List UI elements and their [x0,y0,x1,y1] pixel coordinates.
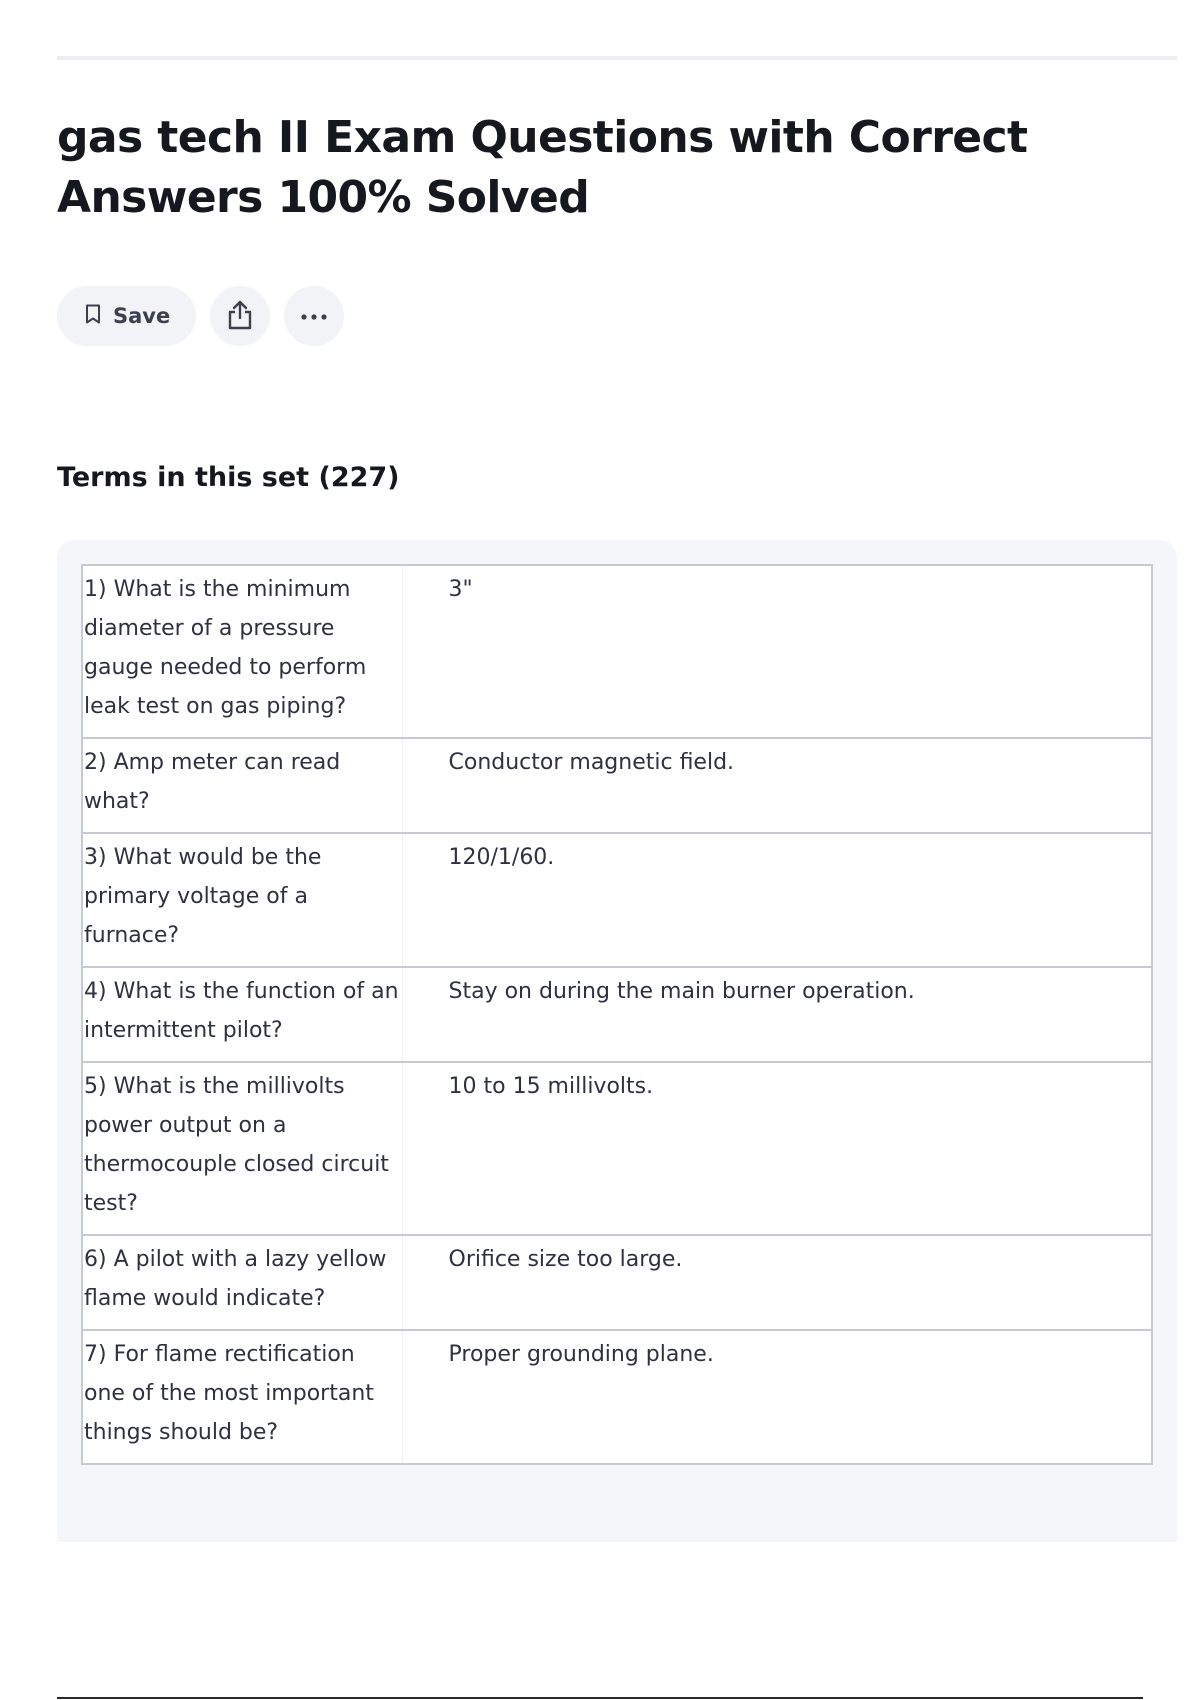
more-horizontal-icon [299,309,329,324]
terms-table [81,564,1153,1465]
share-icon [226,299,254,334]
page-title: gas tech II Exam Questions with Correct Answers 100% Solved [57,112,1028,223]
definition-text: 3" [448,577,473,602]
term-text: 1) What is the minimum diameter of a pressure gauge needed to perform leak test on gas piping? [82,565,402,738]
table-row [82,1330,1152,1464]
term-text: 4) What is the function of an intermittent pilot? [82,967,402,1062]
action-bar [57,286,344,346]
term-text: 2) Amp meter can read what? [82,738,402,833]
save-label: Save [113,304,171,328]
term-text: 7) For flame rectification one of the most important things should be? [82,1330,402,1464]
save-button[interactable] [57,286,196,346]
more-options-button[interactable] [284,286,344,346]
definition-text: Orifice size too large. [448,1247,683,1272]
table-row [82,565,1152,738]
share-button[interactable] [210,286,270,346]
table-row [82,833,1152,967]
table-row [82,738,1152,833]
term-text: 6) A pilot with a lazy yellow flame would indicate? [82,1235,402,1330]
term-text: 5) What is the millivolts power output on a thermocouple closed circuit test? [82,1062,402,1235]
definition-text: Stay on during the main burner operation. [448,979,915,1004]
term-text: 3) What would be the primary voltage of a furnace? [82,833,402,967]
definition-text: 120/1/60. [448,845,555,870]
bottom-divider [57,1697,1143,1699]
definition-text: Conductor magnetic field. [448,750,735,775]
definition-text: Proper grounding plane. [448,1342,714,1367]
table-row [82,967,1152,1062]
terms-panel [57,540,1177,1542]
definition-text: 10 to 15 millivolts. [448,1074,654,1099]
table-row [82,1235,1152,1330]
table-row [82,1062,1152,1235]
terms-heading: Terms in this set (227) [57,462,400,493]
bookmark-icon [85,304,101,329]
top-divider [57,56,1177,60]
